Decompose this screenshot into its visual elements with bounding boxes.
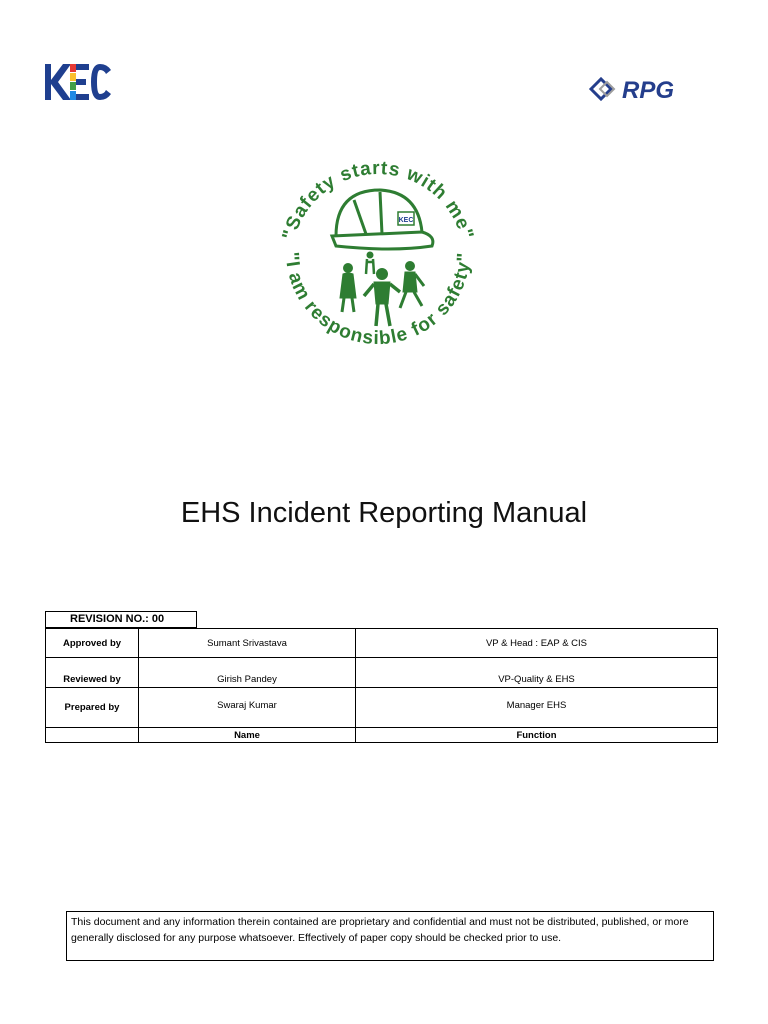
table-row xyxy=(46,658,718,688)
reviewed-by-function: VP-Quality & EHS xyxy=(356,658,718,688)
revision-number: REVISION NO.: 00 xyxy=(45,611,197,628)
prepared-by-label: Prepared by xyxy=(46,688,139,728)
prepared-by-function: Manager EHS xyxy=(356,688,718,728)
confidentiality-notice: This document and any information therein contained are proprietary and confidential and must not be distributed, published, or more generally disclosed for any purpose whatsoever. Effectively of paper copy should be checked prior to use. xyxy=(66,911,714,961)
svg-text:"Safety starts with me" xyxy=(279,158,478,242)
reviewed-by-name: Girish Pandey xyxy=(139,658,356,688)
people-icon xyxy=(340,252,424,326)
safety-helmet-emblem-icon xyxy=(272,148,484,362)
table-row xyxy=(46,688,718,728)
table-row xyxy=(46,629,718,658)
rpg-logo-icon xyxy=(588,76,700,102)
approvals-table xyxy=(45,628,718,743)
helmet-icon xyxy=(332,190,433,249)
emblem-bottom-text: "I am responsible for safety" xyxy=(280,251,476,350)
emblem-top-text: "Safety starts with me" xyxy=(278,157,478,243)
kec-logo-icon xyxy=(45,62,113,102)
table-footer-row xyxy=(46,728,718,743)
reviewed-by-label: Reviewed by xyxy=(46,658,139,688)
empty-cell xyxy=(46,728,139,743)
function-column-label: Function xyxy=(356,728,718,743)
helmet-label: KEC xyxy=(398,217,414,224)
approved-by-name: Sumant Srivastava xyxy=(139,629,356,658)
name-column-label: Name xyxy=(139,728,356,743)
approved-by-label: Approved by xyxy=(46,629,139,658)
approved-by-function: VP & Head : EAP & CIS xyxy=(356,629,718,658)
document-title: EHS Incident Reporting Manual xyxy=(180,497,588,529)
prepared-by-name: Swaraj Kumar xyxy=(139,688,356,728)
rpg-logo-text: RPG xyxy=(622,77,675,102)
